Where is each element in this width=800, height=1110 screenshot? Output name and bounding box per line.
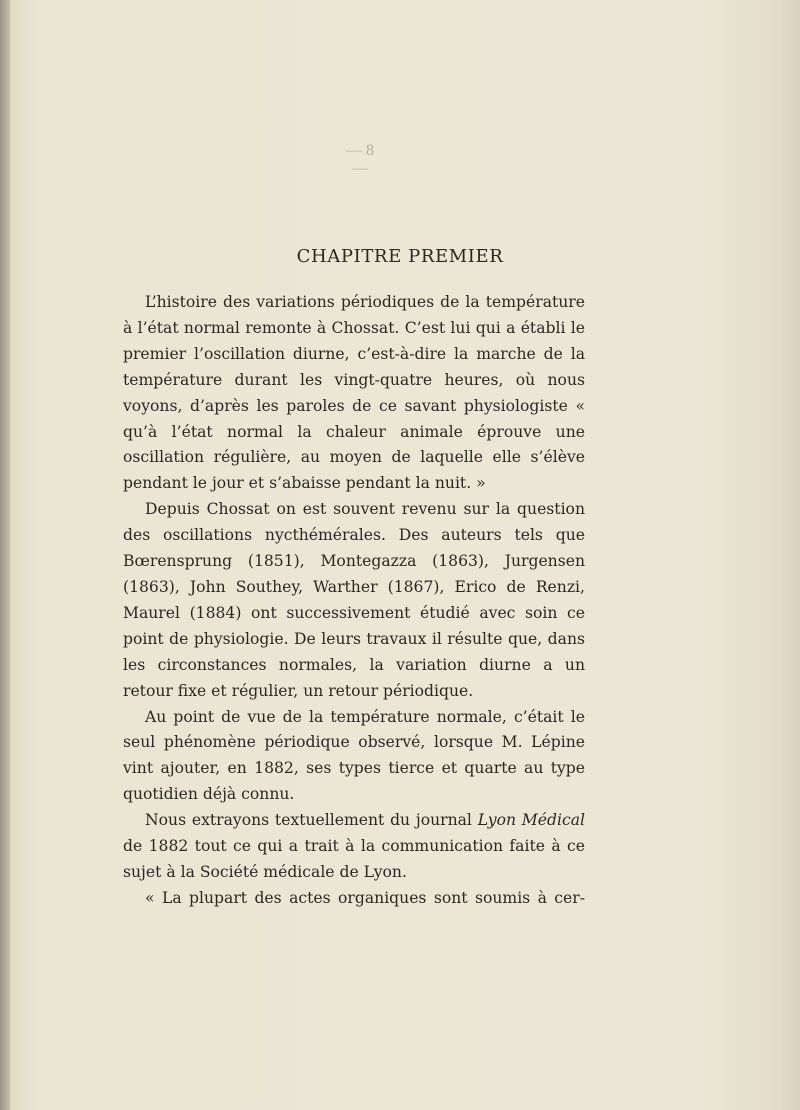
- body-text: [123, 290, 585, 912]
- paragraph-3: Au point de vue de la température normale, c’était le seul phénomène périodique observé, lorsque M. Lépine vint ajouter, en 1882, ses types tierce et quarte au type quotidien déjà connu.: [123, 707, 585, 804]
- page-binding-edge: [0, 0, 10, 1110]
- page-number: — 8 —: [346, 142, 374, 177]
- paragraph-4-after: de 1882 tout ce qui a trait à la communication faite à ce sujet à la Société médicale de Lyon.: [123, 837, 585, 881]
- chapter-title: CHAPITRE PREMIER: [296, 246, 504, 267]
- paragraph-1: L’histoire des variations périodiques de la température à l’état normal remonte à Chossat. C’est lui qui a établi le premier l’oscillation diurne, c’est-à-dire la marche de la température durant les vingt-quatre heures, où nous voyons, d’après les paroles de ce savant physiologiste « qu’à l’état normal la chaleur animale éprouve une oscillation régulière, au moyen de laquelle elle s’élève pendant le jour et s’abaisse pendant la nuit. »: [123, 293, 585, 493]
- paragraph-4-before: Nous extrayons textuellement du journal: [145, 811, 478, 830]
- paragraph-4: [123, 808, 585, 886]
- journal-title: Lyon Médical: [477, 811, 585, 830]
- paragraph-2: Depuis Chossat on est souvent revenu sur la question des oscillations nycthémérales. Des auteurs tels que Bœrensprung (1851), Montegazza (1863), Jurgensen (1863), John Southey, Warther (1867), Erico de Renzi, Maurel (1884) ont successivement étudié avec soin ce point de physiologie. De leurs travaux il résulte que, dans les circonstances normales, la variation diurne a un retour fixe et régulier, un retour périodique.: [123, 500, 585, 700]
- paragraph-5: « La plupart des actes organiques sont soumis à cer-: [145, 888, 585, 907]
